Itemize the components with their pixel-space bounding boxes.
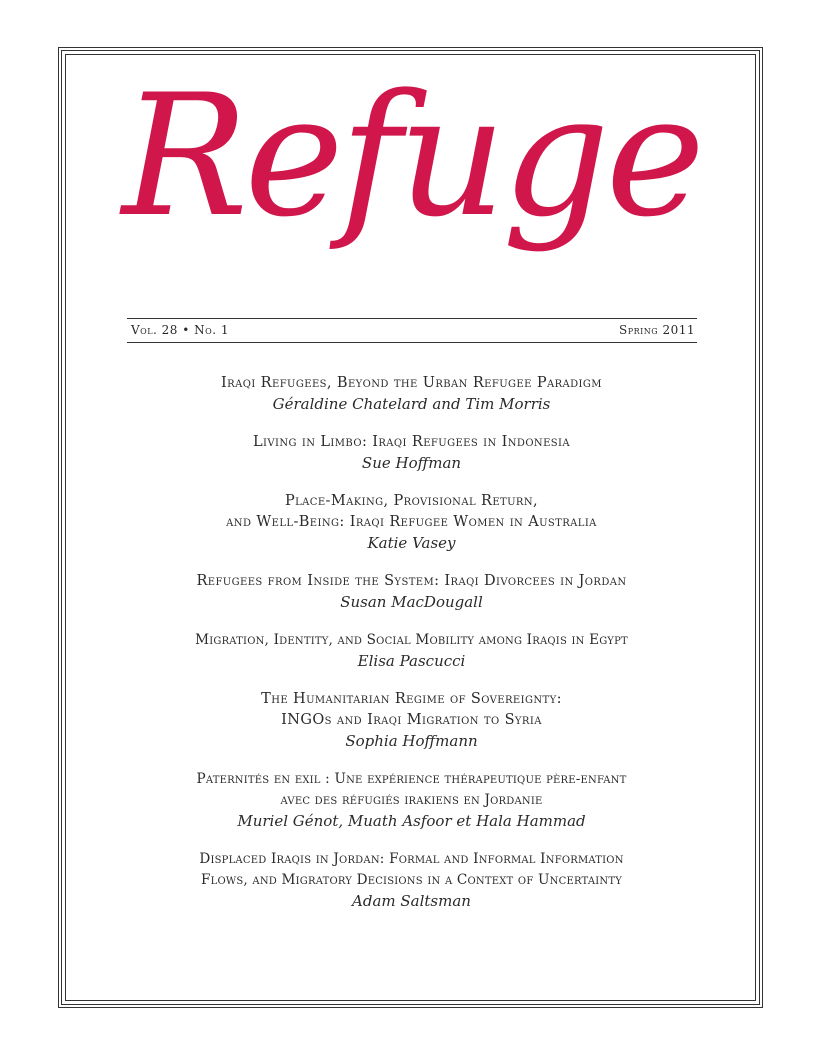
article-entry xyxy=(115,769,708,832)
article-authors: Muriel Génot, Muath Asfoor et Hala Hammad xyxy=(237,812,586,830)
article-title: Paternités en exil : Une expérience thérapeutique père-enfant xyxy=(196,771,627,787)
article-authors: Katie Vasey xyxy=(367,534,456,552)
issue-bar xyxy=(127,322,697,340)
article-entry xyxy=(115,491,708,554)
article-title: Migration, Identity, and Social Mobility among Iraqis in Egypt xyxy=(195,632,628,648)
article-authors: Sophia Hoffmann xyxy=(345,732,478,750)
volume-number: Vol. 28 • No. 1 xyxy=(131,323,229,337)
article-authors: Sue Hoffman xyxy=(361,454,462,472)
article-title-line-2: INGOs and Iraqi Migration to Syria xyxy=(281,712,542,728)
table-of-contents xyxy=(115,373,708,929)
article-authors: Susan MacDougall xyxy=(340,593,483,611)
article-title-line-2: Flows, and Migratory Decisions in a Context of Uncertainty xyxy=(200,872,623,888)
journal-title: Refuge xyxy=(121,58,702,254)
article-title: Place-Making, Provisional Return, xyxy=(284,493,539,509)
article-authors: Géraldine Chatelard and Tim Morris xyxy=(272,395,551,413)
issue-season: Spring 2011 xyxy=(618,323,695,337)
article-entry xyxy=(115,689,708,752)
article-entry xyxy=(115,373,708,415)
article-title: Living in Limbo: Iraqi Refugees in Indonesia xyxy=(253,434,570,450)
article-title: Iraqi Refugees, Beyond the Urban Refugee Paradigm xyxy=(221,375,602,391)
rule-top xyxy=(127,318,697,319)
article-authors: Elisa Pascucci xyxy=(357,652,466,670)
article-entry xyxy=(115,432,708,474)
article-title: Displaced Iraqis in Jordan: Formal and Informal Information xyxy=(199,851,624,867)
article-title-line-2: and Well-Being: Iraqi Refugee Women in Australia xyxy=(226,514,597,530)
article-title: Refugees from Inside the System: Iraqi Divorcees in Jordan xyxy=(196,573,627,589)
article-authors: Adam Saltsman xyxy=(352,892,471,910)
article-entry xyxy=(115,571,708,613)
article-title-line-2: avec des réfugiés irakiens en Jordanie xyxy=(280,792,543,808)
rule-bottom xyxy=(127,342,697,343)
article-title: The Humanitarian Regime of Sovereignty: xyxy=(261,691,562,707)
article-entry xyxy=(115,849,708,912)
article-entry xyxy=(115,630,708,672)
